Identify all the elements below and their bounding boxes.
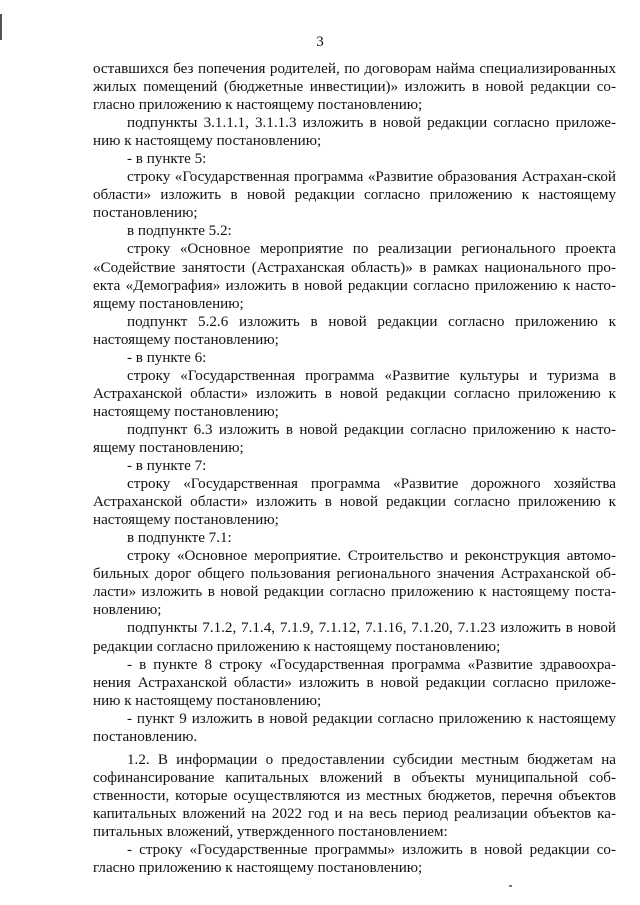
document-body xyxy=(93,60,616,877)
paragraph: в подпункте 7.1: xyxy=(127,530,232,547)
paragraph: строку «Государственная программа «Развитие культуры и туризма в Астраханской области» изложить в новой редакции согласно приложению к настоящему постановлению; xyxy=(93,367,616,420)
paragraph: - строку «Государственные программы» изложить в новой редакции со-гласно приложению к настоящему постановлению; xyxy=(93,842,616,877)
paragraph: 1.2. В информации о предоставлении субсидии местным бюджетам на софинансирование капитальных вложений в объекты муниципальной соб-ственности, которые осуществляются из местных бюджетов, перечня объектов капитальных вложений на 2022 год и на весь период реализации объектов ка-питальных вложений, утвержденного постановлением: xyxy=(93,751,616,840)
paragraph: подпункт 6.3 изложить в новой редакции согласно приложению к насто-ящему постановлению; xyxy=(93,421,616,456)
paragraph: - в пункте 6: xyxy=(127,349,207,366)
paragraph: подпункты 3.1.1.1, 3.1.1.3 изложить в новой редакции согласно приложе-нию к настоящему постановлению; xyxy=(93,115,616,150)
paragraph: - в пункте 5: xyxy=(127,151,207,168)
paragraph: в подпункте 5.2: xyxy=(127,223,232,240)
paragraph: - в пункте 7: xyxy=(127,458,207,475)
page-number: 3 xyxy=(316,34,324,50)
paragraph: оставшихся без попечения родителей, по договорам найма специализированных жилых помещений (бюджетные инвестиции)» изложить в новой редакции со-гласно приложению к настоящему постановлению; xyxy=(93,61,616,114)
paragraph: подпункт 5.2.6 изложить в новой редакции согласно приложению к настоящему постановлению; xyxy=(93,313,616,348)
paragraph: - пункт 9 изложить в новой редакции согласно приложению к настоящему постановлению. xyxy=(93,710,616,745)
paragraph: строку «Основное мероприятие по реализации регионального проекта «Содействие занятости (Астраханская область)» в рамках национального про-екта «Демография» изложить в новой редакции согласно приложению к насто-ящему постановлению; xyxy=(93,241,616,312)
paragraph: строку «Государственная программа «Развитие образования Астрахан-ской области» изложить в новой редакции согласно приложению к настоящему постановлению; xyxy=(93,169,616,222)
paragraph: - в пункте 8 строку «Государственная программа «Развитие здравоохра-нения Астраханской области» изложить в новой редакции согласно приложе-нию к настоящему постановлению; xyxy=(93,656,616,709)
paragraph: подпункты 7.1.2, 7.1.4, 7.1.9, 7.1.12, 7.1.16, 7.1.20, 7.1.23 изложить в новой редакции согласно приложению к настоящему постановлению; xyxy=(93,620,616,655)
scan-speck xyxy=(509,885,512,887)
paragraph: строку «Основное мероприятие. Строительство и реконструкция автомо-бильных дорог общего пользования регионального значения Астраханской об-ласти» изложить в новой редакции согласно приложению к настоящему поста-новлению; xyxy=(93,548,616,619)
paragraph: строку «Государственная программа «Развитие дорожного хозяйства Астраханской области» изложить в новой редакции согласно приложению к настоящему постановлению; xyxy=(93,476,616,529)
